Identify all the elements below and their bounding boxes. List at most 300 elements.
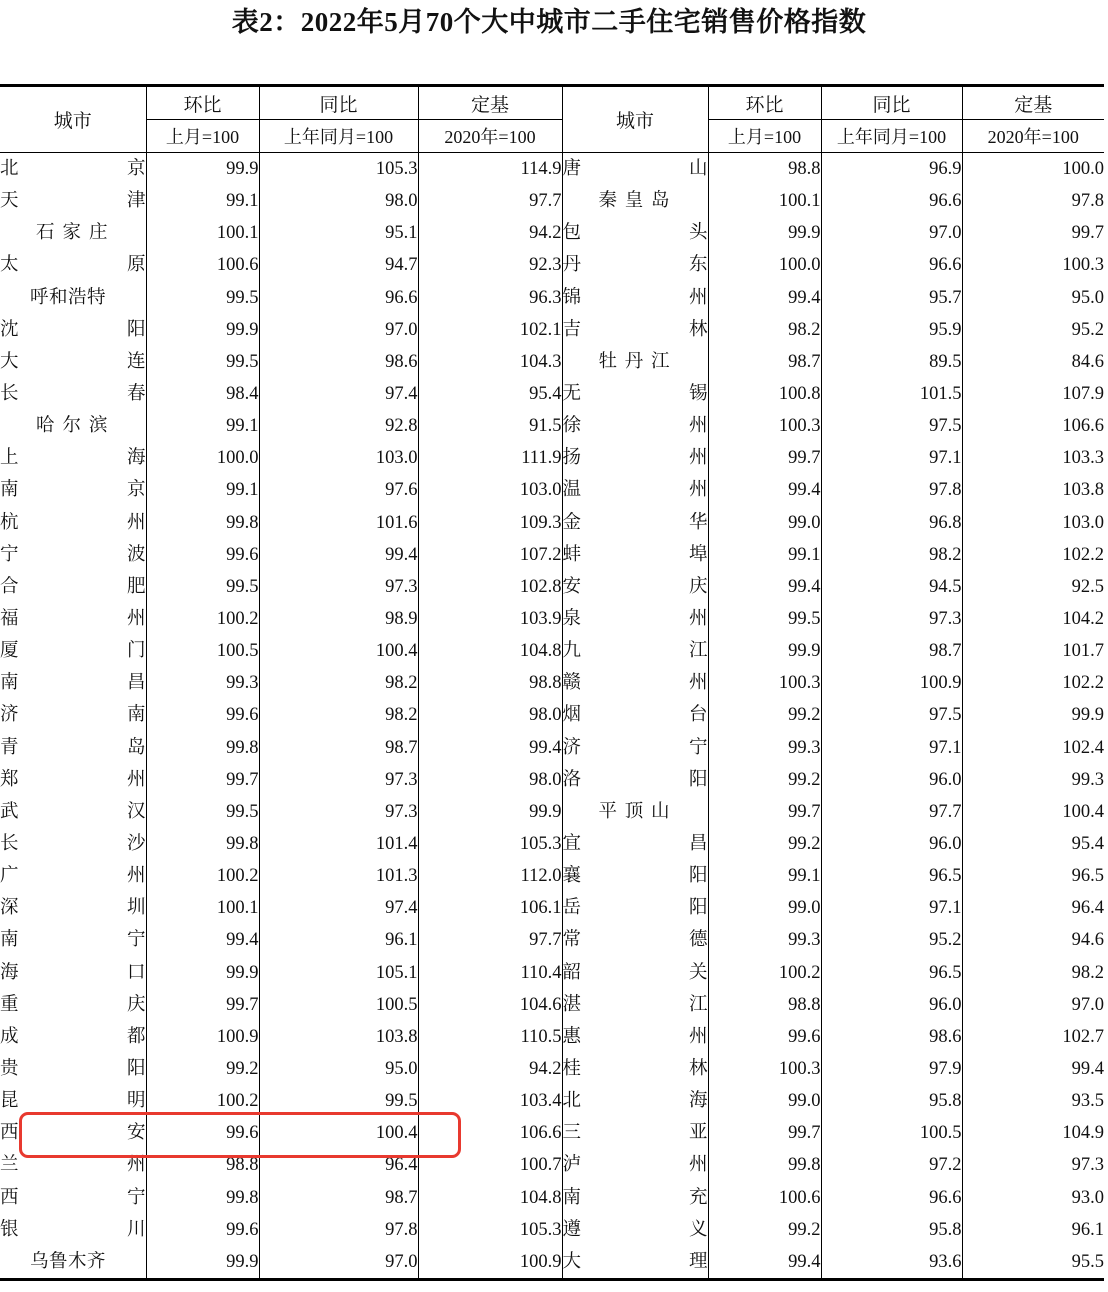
header-yoy-sub-right: 上年同月=100 <box>821 120 962 153</box>
cell-mom-right: 99.0 <box>708 1085 821 1117</box>
cell-city-left: 北京 <box>0 153 146 186</box>
cell-yoy-right: 97.5 <box>821 410 962 442</box>
cell-base-left: 104.8 <box>418 635 562 667</box>
table-row <box>0 860 1104 892</box>
cell-yoy-right: 97.1 <box>821 892 962 924</box>
cell-city-left: 青岛 <box>0 732 146 764</box>
cell-yoy-right: 97.8 <box>821 474 962 506</box>
cell-mom-right: 100.3 <box>708 1053 821 1085</box>
cell-base-right: 96.1 <box>1071 1219 1104 1240</box>
cell-city-left: 兰州 <box>0 1149 146 1181</box>
cell-base-right: 107.9 <box>1062 384 1104 405</box>
cell-base-right: 84.6 <box>1071 351 1104 372</box>
cell-mom-right: 100.8 <box>708 378 821 410</box>
table-row <box>0 507 1104 539</box>
cell-base-left: 94.2 <box>418 1053 562 1085</box>
cell-yoy-right: 97.0 <box>821 217 962 249</box>
cell-city-left: 南宁 <box>0 924 146 956</box>
cell-mom-right: 99.0 <box>708 892 821 924</box>
cell-yoy-left: 97.3 <box>259 571 418 603</box>
table-row <box>0 1246 1104 1280</box>
cell-yoy-right: 98.6 <box>821 1021 962 1053</box>
table-row <box>0 346 1104 378</box>
cell-mom-left: 99.9 <box>146 153 259 186</box>
cell-yoy-left: 97.0 <box>259 1246 418 1280</box>
header-mom-left: 环比 <box>146 86 259 120</box>
cell-base-right: 104.9 <box>1062 1123 1104 1144</box>
cell-yoy-left: 105.1 <box>259 957 418 989</box>
cell-base-left: 106.1 <box>418 892 562 924</box>
cell-mom-right: 98.7 <box>708 346 821 378</box>
cell-base-right: 102.4 <box>1062 737 1104 758</box>
cell-mom-right: 98.8 <box>708 153 821 186</box>
table-row <box>0 153 1104 186</box>
cell-base-left: 94.2 <box>418 217 562 249</box>
cell-base-right: 103.0 <box>1062 512 1104 533</box>
cell-mom-right: 99.7 <box>708 1117 821 1149</box>
cell-base-right: 102.7 <box>1062 1026 1104 1047</box>
cell-yoy-left: 98.6 <box>259 346 418 378</box>
cell-base-right: 100.0 <box>1062 159 1104 180</box>
cell-city-right: 北海 <box>562 1085 708 1117</box>
table-row <box>0 957 1104 989</box>
cell-mom-left: 100.1 <box>146 892 259 924</box>
cell-mom-left: 99.9 <box>146 314 259 346</box>
cell-city-left: 西宁 <box>0 1182 146 1214</box>
cell-base-right: 99.4 <box>1071 1059 1104 1079</box>
cell-yoy-right: 97.2 <box>821 1149 962 1181</box>
table-row <box>0 571 1104 603</box>
cell-base-left: 98.0 <box>418 764 562 796</box>
cell-base-left: 100.9 <box>418 1246 562 1280</box>
cell-base-left: 100.7 <box>418 1149 562 1181</box>
cell-city-right: 南充 <box>562 1182 708 1214</box>
cell-mom-right: 99.3 <box>708 732 821 764</box>
cell-base-left: 95.4 <box>418 378 562 410</box>
cell-mom-right: 100.2 <box>708 957 821 989</box>
cell-mom-left: 100.6 <box>146 249 259 281</box>
cell-city-right: 岳阳 <box>562 892 708 924</box>
table-row <box>0 249 1104 281</box>
table-row <box>0 603 1104 635</box>
cell-yoy-left: 101.3 <box>259 860 418 892</box>
cell-base-left: 112.0 <box>418 860 562 892</box>
cell-mom-left: 100.2 <box>146 603 259 635</box>
table-row <box>0 796 1104 828</box>
cell-base-left: 98.0 <box>418 699 562 731</box>
cell-yoy-right: 89.5 <box>821 346 962 378</box>
cell-mom-left: 99.8 <box>146 507 259 539</box>
cell-city-right: 泸州 <box>562 1149 708 1181</box>
cell-city-right: 烟台 <box>562 699 708 731</box>
cell-city-right: 金华 <box>562 507 708 539</box>
table-row <box>0 892 1104 924</box>
cell-yoy-right: 101.5 <box>821 378 962 410</box>
cell-mom-right: 98.2 <box>708 314 821 346</box>
cell-mom-left: 99.6 <box>146 699 259 731</box>
cell-city-left: 贵阳 <box>0 1053 146 1085</box>
cell-mom-right: 99.7 <box>708 796 821 828</box>
cell-yoy-right: 96.6 <box>821 1182 962 1214</box>
cell-mom-left: 99.5 <box>146 282 259 314</box>
cell-mom-left: 99.6 <box>146 1214 259 1246</box>
table-row <box>0 314 1104 346</box>
table-row <box>0 1117 1104 1149</box>
cell-mom-left: 99.5 <box>146 571 259 603</box>
cell-city-right: 洛阳 <box>562 764 708 796</box>
cell-base-right: 99.3 <box>1071 769 1104 790</box>
cell-city-right: 吉林 <box>562 314 708 346</box>
cell-base-right: 97.8 <box>1071 191 1104 212</box>
cell-yoy-right: 100.9 <box>821 667 962 699</box>
cell-base-left: 110.4 <box>418 957 562 989</box>
cell-city-left: 南京 <box>0 474 146 506</box>
cell-yoy-right: 95.2 <box>821 924 962 956</box>
cell-city-right: 九江 <box>562 635 708 667</box>
table-row <box>0 924 1104 956</box>
cell-city-right: 唐山 <box>562 153 708 186</box>
cell-mom-right: 99.5 <box>708 603 821 635</box>
cell-city-right: 丹东 <box>562 249 708 281</box>
cell-mom-left: 98.8 <box>146 1149 259 1181</box>
cell-base-left: 106.6 <box>418 1117 562 1149</box>
cell-city-right: 平顶山 <box>562 796 708 828</box>
cell-mom-right: 100.6 <box>708 1182 821 1214</box>
cell-yoy-left: 98.9 <box>259 603 418 635</box>
cell-city-left: 沈阳 <box>0 314 146 346</box>
cell-city-right: 锦州 <box>562 282 708 314</box>
cell-yoy-left: 97.6 <box>259 474 418 506</box>
cell-mom-left: 100.9 <box>146 1021 259 1053</box>
cell-yoy-right: 98.7 <box>821 635 962 667</box>
cell-mom-right: 99.4 <box>708 282 821 314</box>
cell-yoy-left: 98.7 <box>259 732 418 764</box>
cell-base-right: 96.5 <box>1071 866 1104 887</box>
cell-mom-right: 100.1 <box>708 185 821 217</box>
cell-mom-right: 99.9 <box>708 217 821 249</box>
cell-mom-left: 99.6 <box>146 539 259 571</box>
cell-city-left: 石家庄 <box>0 217 146 249</box>
cell-yoy-left: 98.2 <box>259 699 418 731</box>
cell-mom-right: 99.2 <box>708 699 821 731</box>
cell-mom-right: 100.3 <box>708 667 821 699</box>
cell-city-left: 武汉 <box>0 796 146 828</box>
cell-city-right: 徐州 <box>562 410 708 442</box>
cell-mom-right: 99.2 <box>708 1214 821 1246</box>
cell-mom-right: 98.8 <box>708 989 821 1021</box>
cell-yoy-right: 95.7 <box>821 282 962 314</box>
cell-city-left: 西安 <box>0 1117 146 1149</box>
cell-mom-right: 99.1 <box>708 860 821 892</box>
cell-mom-left: 98.4 <box>146 378 259 410</box>
cell-city-left: 福州 <box>0 603 146 635</box>
cell-city-right: 宜昌 <box>562 828 708 860</box>
cell-base-right: 96.4 <box>1071 898 1104 919</box>
cell-mom-right: 99.2 <box>708 828 821 860</box>
cell-base-right: 97.3 <box>1071 1155 1104 1176</box>
cell-city-right: 大理 <box>562 1246 708 1280</box>
header-yoy-right: 同比 <box>821 86 962 120</box>
cell-city-left: 天津 <box>0 185 146 217</box>
cell-base-right: 100.4 <box>1062 801 1104 822</box>
cell-base-right: 106.6 <box>1062 416 1104 437</box>
cell-city-right: 湛江 <box>562 989 708 1021</box>
cell-city-left: 哈尔滨 <box>0 410 146 442</box>
cell-mom-left: 100.0 <box>146 442 259 474</box>
cell-city-left: 昆明 <box>0 1085 146 1117</box>
cell-city-left: 太原 <box>0 249 146 281</box>
cell-mom-left: 99.2 <box>146 1053 259 1085</box>
cell-city-right: 安庆 <box>562 571 708 603</box>
cell-yoy-right: 98.2 <box>821 539 962 571</box>
cell-base-left: 105.3 <box>418 828 562 860</box>
cell-yoy-right: 93.6 <box>821 1246 962 1280</box>
cell-base-left: 92.3 <box>418 249 562 281</box>
cell-city-left: 厦门 <box>0 635 146 667</box>
cell-mom-right: 99.9 <box>708 635 821 667</box>
table-row <box>0 667 1104 699</box>
cell-city-left: 海口 <box>0 957 146 989</box>
cell-base-left: 114.9 <box>418 153 562 186</box>
cell-city-right: 济宁 <box>562 732 708 764</box>
cell-city-right: 三亚 <box>562 1117 708 1149</box>
cell-yoy-right: 96.5 <box>821 957 962 989</box>
cell-city-left: 上海 <box>0 442 146 474</box>
cell-mom-left: 99.8 <box>146 828 259 860</box>
cell-mom-right: 99.2 <box>708 764 821 796</box>
header-yoy-left: 同比 <box>259 86 418 120</box>
cell-base-left: 107.2 <box>418 539 562 571</box>
cell-yoy-left: 100.5 <box>259 989 418 1021</box>
table-row <box>0 1021 1104 1053</box>
cell-mom-right: 99.6 <box>708 1021 821 1053</box>
cell-base-right: 102.2 <box>1062 673 1104 694</box>
cell-city-left: 重庆 <box>0 989 146 1021</box>
cell-mom-left: 100.1 <box>146 217 259 249</box>
cell-yoy-left: 97.8 <box>259 1214 418 1246</box>
cell-yoy-left: 99.4 <box>259 539 418 571</box>
table-row <box>0 1053 1104 1085</box>
table-row <box>0 764 1104 796</box>
cell-base-left: 103.9 <box>418 603 562 635</box>
cell-yoy-right: 97.9 <box>821 1053 962 1085</box>
cell-city-right: 桂林 <box>562 1053 708 1085</box>
table-row <box>0 1085 1104 1117</box>
cell-city-left: 深圳 <box>0 892 146 924</box>
table-row <box>0 217 1104 249</box>
cell-mom-right: 99.3 <box>708 924 821 956</box>
cell-base-left: 109.3 <box>418 507 562 539</box>
cell-yoy-left: 92.8 <box>259 410 418 442</box>
cell-mom-left: 99.7 <box>146 989 259 1021</box>
cell-base-right: 103.3 <box>1062 448 1104 469</box>
cell-yoy-left: 95.1 <box>259 217 418 249</box>
cell-city-left: 长春 <box>0 378 146 410</box>
cell-city-right: 牡丹江 <box>562 346 708 378</box>
cell-city-right: 泉州 <box>562 603 708 635</box>
table-title: 表2：2022年5月70个大中城市二手住宅销售价格指数 <box>231 7 867 37</box>
cell-base-right: 93.5 <box>1071 1091 1104 1112</box>
cell-city-left: 呼和浩特 <box>0 282 146 314</box>
cell-yoy-left: 101.6 <box>259 507 418 539</box>
cell-base-right: 99.9 <box>1071 705 1104 726</box>
cell-city-right: 秦皇岛 <box>562 185 708 217</box>
cell-yoy-right: 96.8 <box>821 507 962 539</box>
cell-yoy-left: 100.4 <box>259 635 418 667</box>
cell-base-right: 103.8 <box>1062 480 1104 501</box>
cell-city-right: 惠州 <box>562 1021 708 1053</box>
table-row <box>0 828 1104 860</box>
cell-yoy-right: 95.8 <box>821 1214 962 1246</box>
cell-base-left: 103.4 <box>418 1085 562 1117</box>
cell-mom-left: 99.7 <box>146 764 259 796</box>
table-row <box>0 185 1104 217</box>
cell-city-right: 遵义 <box>562 1214 708 1246</box>
cell-yoy-right: 97.1 <box>821 442 962 474</box>
table-row <box>0 282 1104 314</box>
cell-mom-right: 99.7 <box>708 442 821 474</box>
cell-base-left: 96.3 <box>418 282 562 314</box>
cell-yoy-left: 94.7 <box>259 249 418 281</box>
table-row <box>0 635 1104 667</box>
cell-base-left: 104.6 <box>418 989 562 1021</box>
header-city-left: 城市 <box>0 86 146 153</box>
cell-mom-right: 99.8 <box>708 1149 821 1181</box>
header-base-sub-right: 2020年=100 <box>962 120 1104 153</box>
cell-mom-right: 100.3 <box>708 410 821 442</box>
header-base-right: 定基 <box>962 86 1104 120</box>
cell-yoy-right: 95.8 <box>821 1085 962 1117</box>
cell-base-left: 102.8 <box>418 571 562 603</box>
cell-city-left: 杭州 <box>0 507 146 539</box>
cell-base-right: 95.2 <box>1071 319 1104 340</box>
cell-base-left: 99.9 <box>418 796 562 828</box>
header-mom-right: 环比 <box>708 86 821 120</box>
cell-city-right: 韶关 <box>562 957 708 989</box>
cell-yoy-left: 103.0 <box>259 442 418 474</box>
cell-base-left: 104.8 <box>418 1182 562 1214</box>
cell-base-right: 99.7 <box>1071 223 1104 244</box>
cell-base-right: 104.2 <box>1062 609 1104 630</box>
cell-yoy-right: 95.9 <box>821 314 962 346</box>
cell-base-left: 98.8 <box>418 667 562 699</box>
cell-yoy-right: 96.0 <box>821 764 962 796</box>
cell-city-left: 银川 <box>0 1214 146 1246</box>
table-row <box>0 989 1104 1021</box>
cell-yoy-right: 96.0 <box>821 828 962 860</box>
table-row <box>0 442 1104 474</box>
header-city-right: 城市 <box>562 86 708 153</box>
cell-yoy-right: 96.6 <box>821 249 962 281</box>
cell-yoy-left: 96.1 <box>259 924 418 956</box>
cell-mom-left: 99.8 <box>146 1182 259 1214</box>
cell-mom-left: 99.3 <box>146 667 259 699</box>
cell-city-left: 南昌 <box>0 667 146 699</box>
cell-yoy-right: 96.0 <box>821 989 962 1021</box>
cell-city-left: 成都 <box>0 1021 146 1053</box>
cell-city-left: 合肥 <box>0 571 146 603</box>
table-row <box>0 1182 1104 1214</box>
table-row <box>0 1214 1104 1246</box>
cell-yoy-left: 98.2 <box>259 667 418 699</box>
cell-mom-left: 100.2 <box>146 860 259 892</box>
cell-base-left: 104.3 <box>418 346 562 378</box>
cell-yoy-right: 100.5 <box>821 1117 962 1149</box>
cell-base-right: 95.0 <box>1071 287 1104 308</box>
cell-mom-left: 99.8 <box>146 732 259 764</box>
cell-yoy-right: 97.3 <box>821 603 962 635</box>
cell-city-right: 扬州 <box>562 442 708 474</box>
cell-city-left: 大连 <box>0 346 146 378</box>
table-row <box>0 539 1104 571</box>
cell-city-right: 温州 <box>562 474 708 506</box>
header-base-left: 定基 <box>418 86 562 120</box>
cell-mom-left: 99.5 <box>146 796 259 828</box>
cell-yoy-left: 97.4 <box>259 892 418 924</box>
cell-city-left: 乌鲁木齐 <box>0 1246 146 1280</box>
cell-city-right: 赣州 <box>562 667 708 699</box>
table-row <box>0 474 1104 506</box>
cell-yoy-left: 103.8 <box>259 1021 418 1053</box>
cell-yoy-left: 98.7 <box>259 1182 418 1214</box>
table-row <box>0 410 1104 442</box>
cell-mom-left: 99.1 <box>146 474 259 506</box>
cell-base-left: 99.4 <box>418 732 562 764</box>
cell-yoy-left: 97.3 <box>259 764 418 796</box>
cell-mom-right: 100.0 <box>708 249 821 281</box>
cell-mom-left: 99.9 <box>146 1246 259 1280</box>
header-mom-sub-left: 上月=100 <box>146 120 259 153</box>
cell-yoy-right: 97.1 <box>821 732 962 764</box>
cell-base-right: 93.0 <box>1071 1187 1104 1208</box>
cell-mom-right: 99.4 <box>708 571 821 603</box>
cell-city-right: 包头 <box>562 217 708 249</box>
cell-base-right: 100.3 <box>1062 255 1104 276</box>
table-row <box>0 699 1104 731</box>
cell-mom-left: 99.6 <box>146 1117 259 1149</box>
cell-mom-left: 99.4 <box>146 924 259 956</box>
cell-base-right: 97.0 <box>1071 994 1104 1015</box>
cell-yoy-right: 96.9 <box>821 153 962 186</box>
cell-base-left: 111.9 <box>418 442 562 474</box>
cell-yoy-left: 95.0 <box>259 1053 418 1085</box>
cell-base-right: 101.7 <box>1062 641 1104 662</box>
cell-yoy-right: 94.5 <box>821 571 962 603</box>
cell-yoy-left: 98.0 <box>259 185 418 217</box>
cell-yoy-left: 96.6 <box>259 282 418 314</box>
cell-mom-left: 99.1 <box>146 410 259 442</box>
cell-mom-left: 100.5 <box>146 635 259 667</box>
cell-base-right: 102.2 <box>1062 544 1104 565</box>
cell-yoy-right: 96.6 <box>821 185 962 217</box>
cell-mom-left: 99.1 <box>146 185 259 217</box>
cell-mom-right: 99.4 <box>708 474 821 506</box>
cell-base-left: 97.7 <box>418 924 562 956</box>
cell-yoy-right: 96.5 <box>821 860 962 892</box>
cell-yoy-left: 97.3 <box>259 796 418 828</box>
cell-yoy-left: 100.4 <box>259 1117 418 1149</box>
cell-base-left: 103.0 <box>418 474 562 506</box>
header-mom-sub-right: 上月=100 <box>708 120 821 153</box>
cell-yoy-right: 97.7 <box>821 796 962 828</box>
price-index-table <box>0 84 1104 1281</box>
cell-mom-left: 100.2 <box>146 1085 259 1117</box>
cell-yoy-left: 96.4 <box>259 1149 418 1181</box>
header-yoy-sub-left: 上年同月=100 <box>259 120 418 153</box>
cell-base-right: 98.2 <box>1071 962 1104 983</box>
table-body <box>0 153 1104 1280</box>
cell-base-right: 95.4 <box>1071 834 1104 855</box>
